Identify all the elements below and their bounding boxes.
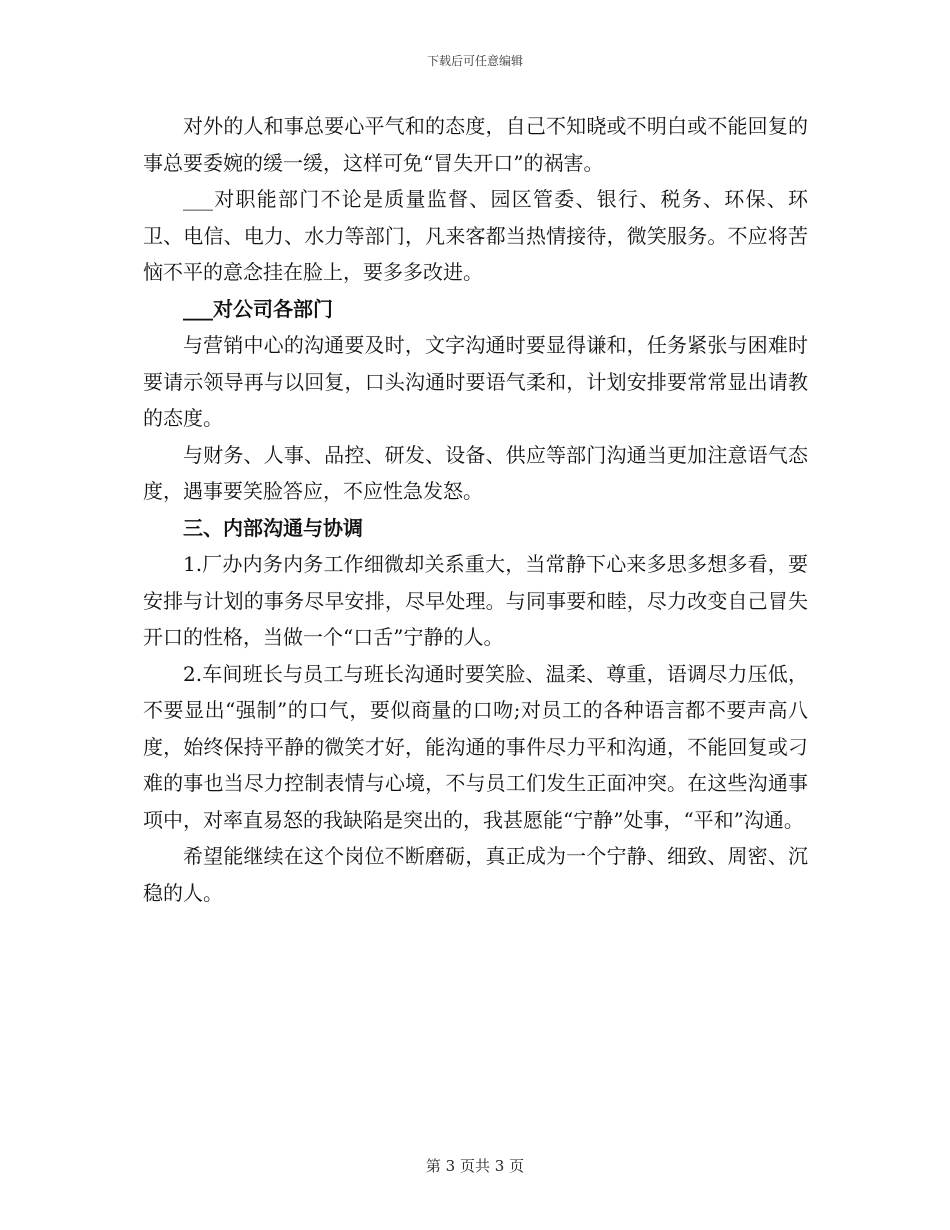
- page-footer: 第 3 页共 3 页: [425, 1157, 525, 1175]
- paragraph-other-departments: 与财务、人事、品控、研发、设备、供应等部门沟通当更加注意语气态度，遇事要笑脸答应，不应性急发怒。: [143, 442, 808, 503]
- document-body: [143, 108, 808, 911]
- paragraph-item-2: 2.车间班长与员工与班长沟通时要笑脸、温柔、尊重，语调尽力压低，不要显出“强制”的口气，要似商量的口吻;对员工的各种语言都不要声高八度，始终保持平静的微笑才好，能沟通的事件尽力平和沟通，不能回复或刁难的事也当尽力控制表情与心境，不与员工们发生正面冲突。在这些沟通事项中，对率直易怒的我缺陷是突出的，我甚愿能“宁静”处事，“平和”沟通。: [143, 661, 808, 832]
- paragraph-functional-departments: ___对职能部门不论是质量监督、园区管委、银行、税务、环保、环卫、电信、电力、水力等部门，凡来客都当热情接待，微笑服务。不应将苦恼不平的意念挂在脸上，要多多改进。: [143, 187, 808, 284]
- paragraph-item-1: 1.厂办内务内务工作细微却关系重大，当常静下心来多思多想多看，要安排与计划的事务尽早安排，尽早处理。与同事要和睦，尽力改变自己冒失开口的性格，当做一个“口舌”宁静的人。: [143, 552, 808, 649]
- heading-company-departments: ___对公司各部门: [183, 296, 333, 321]
- heading-internal-communication: 三、内部沟通与协调: [183, 515, 363, 540]
- paragraph-external-attitude: 对外的人和事总要心平气和的态度，自己不知晓或不明白或不能回复的事总要委婉的缓一缓，这样可免“冒失开口”的祸害。: [143, 114, 808, 175]
- paragraph-marketing-center: 与营销中心的沟通要及时，文字沟通时要显得谦和，任务紧张与困难时要请示领导再与以回复，口头沟通时要语气柔和，计划安排要常常显出请教的态度。: [143, 333, 808, 430]
- paragraph-closing: 希望能继续在这个岗位不断磨砺，真正成为一个宁静、细致、周密、沉稳的人。: [143, 844, 808, 905]
- page-header: 下载后可任意编辑: [426, 54, 523, 68]
